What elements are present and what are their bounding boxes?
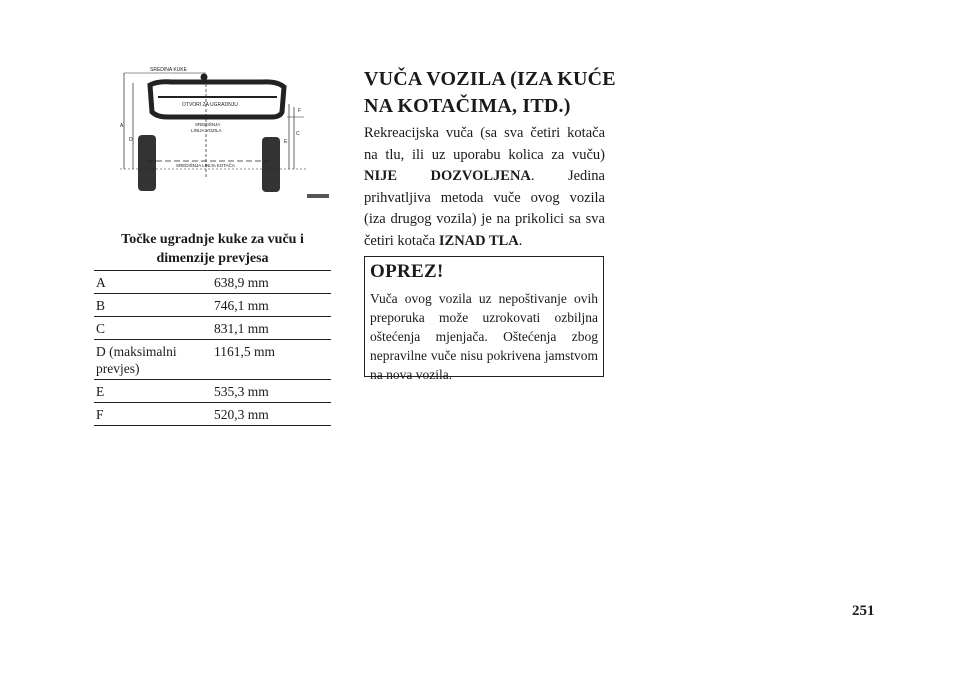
hitch-dimensions-table bbox=[94, 230, 331, 426]
label-dim-a: A bbox=[120, 123, 124, 129]
caution-box bbox=[364, 256, 604, 382]
row-value: 638,9 mm bbox=[212, 271, 331, 294]
row-value: 746,1 mm bbox=[212, 294, 331, 317]
para-emphasis-not-allowed: NIJE DOZVOLJENA bbox=[364, 168, 531, 184]
hitch-ball bbox=[201, 74, 208, 81]
row-value: 520,3 mm bbox=[212, 403, 331, 426]
hitch-mounting-diagram bbox=[112, 57, 337, 207]
label-wheel-centerline: SREDIŠNJA LINIJA KOTAČA bbox=[176, 163, 235, 168]
caution-text: Vuča ovog vozila uz nepoštivanje ovih preporuka može uzrokovati ozbiljna oštećenja mjenjača. Oštećenja zbog nepravilne vuče nisu pokrivena jamstvom na nova vozila. bbox=[370, 291, 598, 382]
row-value: 831,1 mm bbox=[212, 317, 331, 340]
frame-outline bbox=[150, 82, 284, 117]
label-dim-f: F bbox=[298, 108, 302, 114]
label-dim-d: D bbox=[129, 137, 133, 143]
row-label: A bbox=[94, 271, 212, 294]
section-title-line1: VUČA VOZILA (IZA KUĆE bbox=[364, 68, 616, 90]
para-text-1: Rekreacijska vuča (sa sva četiri kotača na tlu, ili uz uporabu kolica za vuču) bbox=[364, 125, 605, 163]
para-text-3: . bbox=[518, 232, 523, 249]
section-title-line2: NA KOTAČIMA, ITD.) bbox=[364, 95, 571, 117]
table-row bbox=[94, 271, 331, 294]
table-row bbox=[94, 403, 331, 426]
page-number: 251 bbox=[852, 603, 875, 619]
para-text-2: . Jedina prihvatljiva metoda vuče ovog vozila (iza drugog vozila) je na prikolici sa sva četiri kotača bbox=[364, 168, 605, 249]
table-row bbox=[94, 294, 331, 317]
row-label: D (maksimalni prevjes) bbox=[94, 340, 212, 380]
table-row bbox=[94, 340, 331, 380]
row-label: C bbox=[94, 317, 212, 340]
right-tire bbox=[262, 137, 280, 192]
label-hitch-center: SREDINA KUKE bbox=[150, 67, 187, 73]
row-label: B bbox=[94, 294, 212, 317]
table-caption: Točke ugradnje kuke za vuču i dimenzije prevjesa bbox=[94, 230, 331, 271]
label-dim-e: E bbox=[284, 139, 288, 145]
left-tire bbox=[138, 135, 156, 191]
table-row bbox=[94, 380, 331, 403]
figure-code-mark bbox=[307, 194, 329, 198]
table-row bbox=[94, 317, 331, 340]
row-label: F bbox=[94, 403, 212, 426]
caution-title: OPREZ! bbox=[370, 261, 444, 282]
towing-paragraph bbox=[364, 123, 605, 252]
para-emphasis-above-ground: IZNAD TLA bbox=[438, 232, 519, 249]
label-centerline-1: SREDIŠNJA bbox=[195, 122, 221, 127]
row-label: E bbox=[94, 380, 212, 403]
row-value: 1161,5 mm bbox=[212, 340, 331, 380]
label-dim-c: C bbox=[296, 131, 300, 137]
label-centerline-2: LINIJA VOZILA bbox=[191, 128, 222, 133]
section-title bbox=[364, 66, 616, 120]
label-mount-holes: OTVORI ZA UGRADNJU bbox=[182, 102, 238, 108]
row-value: 535,3 mm bbox=[212, 380, 331, 403]
